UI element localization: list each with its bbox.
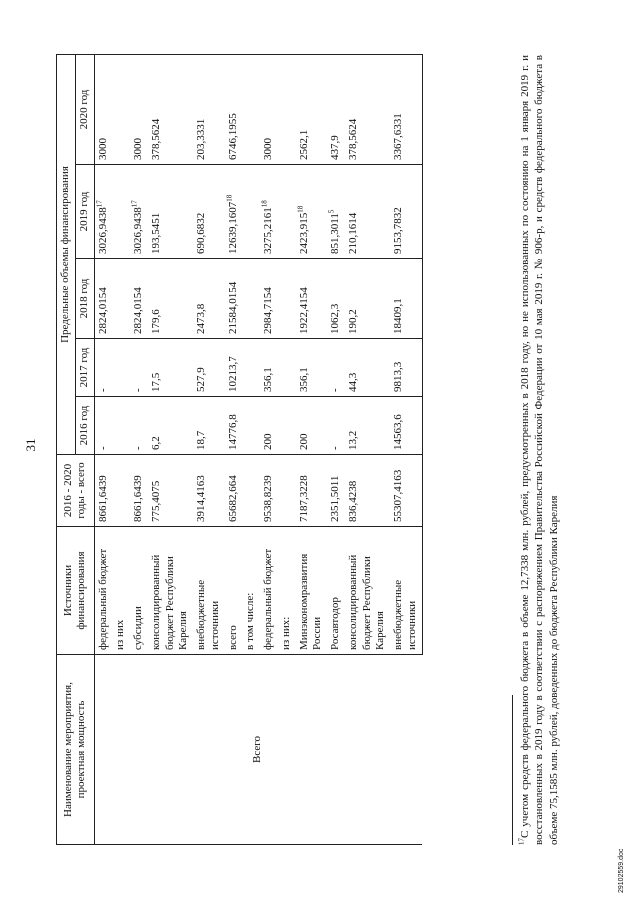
cell-y2017 xyxy=(327,339,345,397)
cell-y2018 xyxy=(278,259,296,339)
cell-y2017 xyxy=(260,339,278,397)
footnote xyxy=(518,55,561,845)
cell-y2018 xyxy=(148,259,193,339)
cell-y2018 xyxy=(327,259,345,339)
cell-value: 3000 xyxy=(262,138,274,160)
cell-total xyxy=(148,455,193,527)
header-limits: Предельные объемы финансирования xyxy=(57,55,76,455)
cell-y2020 xyxy=(260,55,278,165)
header-source: Источники финансирования xyxy=(57,527,95,655)
cell-y2016 xyxy=(260,397,278,455)
cell-y2020 xyxy=(278,55,296,165)
cell-value: - xyxy=(329,446,341,450)
cell-y2018 xyxy=(130,259,148,339)
cell-y2016 xyxy=(130,397,148,455)
cell-value: 2984,7154 xyxy=(262,287,274,334)
cell-y2016 xyxy=(225,397,243,455)
header-year: 2017 год xyxy=(75,339,94,397)
cell-value: 7187,3228 xyxy=(297,475,310,522)
cell-value: 200 xyxy=(262,433,274,450)
cell-source xyxy=(130,527,148,655)
cell-source xyxy=(242,527,260,655)
cell-value: из них: xyxy=(279,616,292,650)
cell-value: 8661,6439 xyxy=(132,475,144,522)
cell-y2016 xyxy=(296,397,328,455)
cell-y2017 xyxy=(193,339,225,397)
cell-y2019 xyxy=(242,165,260,259)
cell-value: 14563,6 xyxy=(392,414,404,450)
cell-value: консолидированный бюджет Республики Карелия xyxy=(149,554,190,650)
cell-y2020 xyxy=(327,55,345,165)
cell-source xyxy=(260,527,278,655)
cell-y2020 xyxy=(345,55,390,165)
cell-source xyxy=(278,527,296,655)
cell-y2020 xyxy=(225,55,243,165)
cell-value: 3000 xyxy=(132,138,144,160)
cell-value: Минэкономразвития России xyxy=(297,553,324,650)
cell-value: 378,5624 xyxy=(149,118,162,160)
cell-value: 3026,9438 xyxy=(96,207,109,254)
cell-y2018 xyxy=(193,259,225,339)
cell-value: 3367,6331 xyxy=(392,113,404,160)
cell-y2019 xyxy=(148,165,193,259)
cell-value: внебюджетные источники xyxy=(392,579,418,650)
cell-y2017 xyxy=(94,339,112,397)
cell-value: 21584,0154 xyxy=(226,281,239,334)
cell-value: субсидии xyxy=(132,606,144,650)
cell-y2017 xyxy=(278,339,296,397)
cell-value: 18,7 xyxy=(195,430,207,450)
page-number: 31 xyxy=(23,438,38,452)
cell-value: 2562,1 xyxy=(297,129,310,160)
cell-total xyxy=(260,455,278,527)
header-year: 2020 год xyxy=(75,55,94,165)
cell-total xyxy=(112,455,130,527)
cell-source xyxy=(148,527,193,655)
cell-y2020 xyxy=(296,55,328,165)
footnote-ref: 17 xyxy=(130,200,139,208)
cell-value: 775,4075 xyxy=(149,480,162,522)
cell-y2019 xyxy=(327,165,345,259)
cell-value: 437,9 xyxy=(329,135,341,160)
cell-source xyxy=(390,527,422,655)
cell-value: 12639,1607 xyxy=(226,201,239,254)
cell-y2016 xyxy=(148,397,193,455)
cell-y2020 xyxy=(112,55,130,165)
cell-y2020 xyxy=(94,55,112,165)
cell-value: - xyxy=(132,388,144,392)
cell-value: 356,1 xyxy=(297,367,310,392)
cell-y2017 xyxy=(390,339,422,397)
header-year: 2019 год xyxy=(75,165,94,259)
cell-y2018 xyxy=(345,259,390,339)
cell-value: 9153,7832 xyxy=(392,207,404,254)
cell-value: 2351,5011 xyxy=(329,475,341,522)
cell-source xyxy=(327,527,345,655)
cell-total xyxy=(278,455,296,527)
cell-value: - xyxy=(96,388,109,392)
cell-y2018 xyxy=(242,259,260,339)
cell-value: 9813,3 xyxy=(392,361,404,392)
footnote-ref: 5 xyxy=(327,209,336,214)
header-total: 2016 - 2020 годы - всего xyxy=(57,455,95,527)
cell-value: 14776,8 xyxy=(226,414,239,450)
cell-value: 356,1 xyxy=(262,367,274,392)
footnote-marker: 17 xyxy=(517,838,526,845)
cell-y2019 xyxy=(225,165,243,259)
cell-total xyxy=(193,455,225,527)
cell-value: 203,3331 xyxy=(195,118,207,160)
cell-y2018 xyxy=(112,259,130,339)
table-body xyxy=(94,55,422,845)
cell-value: 10213,7 xyxy=(226,356,239,392)
cell-y2016 xyxy=(112,397,130,455)
cell-value: 9538,8239 xyxy=(262,475,274,522)
cell-value: 836,4238 xyxy=(346,480,359,522)
cell-y2017 xyxy=(148,339,193,397)
cell-y2020 xyxy=(148,55,193,165)
cell-source xyxy=(94,527,112,655)
cell-y2019 xyxy=(130,165,148,259)
cell-value: 13,2 xyxy=(346,430,359,450)
cell-value: Росавтодор xyxy=(329,597,341,650)
cell-value: 2473,8 xyxy=(195,303,207,334)
cell-value: федеральный бюджет xyxy=(262,548,274,650)
cell-value: 3914,4163 xyxy=(195,475,207,522)
cell-value: 6746,1955 xyxy=(226,113,239,160)
cell-y2018 xyxy=(94,259,112,339)
cell-total xyxy=(390,455,422,527)
header-name: Наименование мероприятия, проектная мощность xyxy=(57,655,95,845)
cell-y2018 xyxy=(390,259,422,339)
cell-total xyxy=(327,455,345,527)
cell-y2016 xyxy=(327,397,345,455)
cell-source xyxy=(345,527,390,655)
cell-value: всего xyxy=(226,625,239,650)
footnote-text: С учетом средств федерального бюджета в объеме 12,7338 млн. рублей, предусмотренных в 2018 году, но не использованных по состоянию на 1 января 2019 г. и восстановленных в 2019 году в соответствии с распоряжением Правительства Российской Федерации от 10 мая 2019 г. № 906-р, и средств федерального бюджета в объеме 75,1585 млн. рублей, доведенных до бюджета Республики Карелия xyxy=(519,55,560,845)
cell-value: 6,2 xyxy=(149,436,162,450)
cell-y2019 xyxy=(260,165,278,259)
cell-value: из них xyxy=(114,619,127,650)
cell-value: 193,5451 xyxy=(149,212,162,254)
cell-y2019 xyxy=(390,165,422,259)
cell-total xyxy=(296,455,328,527)
cell-y2016 xyxy=(94,397,112,455)
financing-table xyxy=(56,54,423,845)
table-header-row-1 xyxy=(57,55,76,845)
cell-total xyxy=(94,455,112,527)
cell-value: 3275,2161 xyxy=(262,207,274,254)
cell-y2019 xyxy=(94,165,112,259)
cell-value: 179,6 xyxy=(149,309,162,334)
cell-value: в том числе: xyxy=(244,592,257,650)
cell-value: 8661,6439 xyxy=(96,475,109,522)
footnote-ref: 18 xyxy=(224,194,233,202)
cell-value: 190,2 xyxy=(346,309,359,334)
cell-value: 3026,9438 xyxy=(132,207,144,254)
cell-y2016 xyxy=(390,397,422,455)
cell-value: 3000 xyxy=(96,138,109,160)
cell-value: 1922,4154 xyxy=(297,287,310,334)
cell-value: 527,9 xyxy=(195,367,207,392)
cell-total xyxy=(225,455,243,527)
cell-value: 17,5 xyxy=(149,372,162,392)
cell-y2020 xyxy=(130,55,148,165)
cell-y2019 xyxy=(345,165,390,259)
cell-value: 378,5624 xyxy=(346,118,359,160)
cell-value: 690,6832 xyxy=(195,212,207,254)
cell-value: 44,3 xyxy=(346,372,359,392)
cell-y2017 xyxy=(242,339,260,397)
document-code: 29102559.doc xyxy=(618,848,625,893)
cell-y2020 xyxy=(193,55,225,165)
cell-value: 1062,3 xyxy=(329,303,341,334)
cell-source xyxy=(112,527,130,655)
cell-y2018 xyxy=(260,259,278,339)
cell-y2016 xyxy=(345,397,390,455)
cell-y2019 xyxy=(278,165,296,259)
cell-y2019 xyxy=(112,165,130,259)
footnote-rule xyxy=(512,695,513,845)
footnote-ref: 18 xyxy=(260,200,269,208)
cell-total xyxy=(345,455,390,527)
cell-y2017 xyxy=(130,339,148,397)
header-year: 2018 год xyxy=(75,259,94,339)
cell-y2017 xyxy=(296,339,328,397)
group-label: Всего xyxy=(94,655,422,845)
cell-value: 55307,4163 xyxy=(392,469,404,522)
cell-total xyxy=(130,455,148,527)
cell-y2016 xyxy=(278,397,296,455)
table-row xyxy=(94,55,112,845)
footnote-ref: 18 xyxy=(295,205,304,213)
cell-value: - xyxy=(329,388,341,392)
cell-value: консолидированный бюджет Республики Карелия xyxy=(346,554,387,650)
cell-y2019 xyxy=(296,165,328,259)
cell-y2019 xyxy=(193,165,225,259)
cell-y2016 xyxy=(242,397,260,455)
cell-value: 2423,915 xyxy=(297,212,310,254)
cell-value: 851,3011 xyxy=(329,213,341,254)
cell-total xyxy=(242,455,260,527)
cell-source xyxy=(225,527,243,655)
cell-y2017 xyxy=(112,339,130,397)
cell-y2017 xyxy=(345,339,390,397)
cell-value: 2824,0154 xyxy=(96,287,109,334)
cell-source xyxy=(296,527,328,655)
cell-value: внебюджетные источники xyxy=(195,579,221,650)
cell-value: 200 xyxy=(297,433,310,450)
cell-y2018 xyxy=(225,259,243,339)
footnote-ref: 17 xyxy=(94,200,103,208)
cell-y2018 xyxy=(296,259,328,339)
cell-y2016 xyxy=(193,397,225,455)
cell-value: - xyxy=(96,446,109,450)
cell-value: - xyxy=(132,446,144,450)
cell-source xyxy=(193,527,225,655)
cell-value: 18409,1 xyxy=(392,298,404,334)
cell-value: федеральный бюджет xyxy=(96,548,109,650)
cell-y2020 xyxy=(242,55,260,165)
cell-value: 210,1614 xyxy=(346,212,359,254)
cell-value: 2824,0154 xyxy=(132,287,144,334)
header-year: 2016 год xyxy=(75,397,94,455)
cell-value: 65682,664 xyxy=(226,475,239,522)
cell-y2020 xyxy=(390,55,422,165)
cell-y2017 xyxy=(225,339,243,397)
